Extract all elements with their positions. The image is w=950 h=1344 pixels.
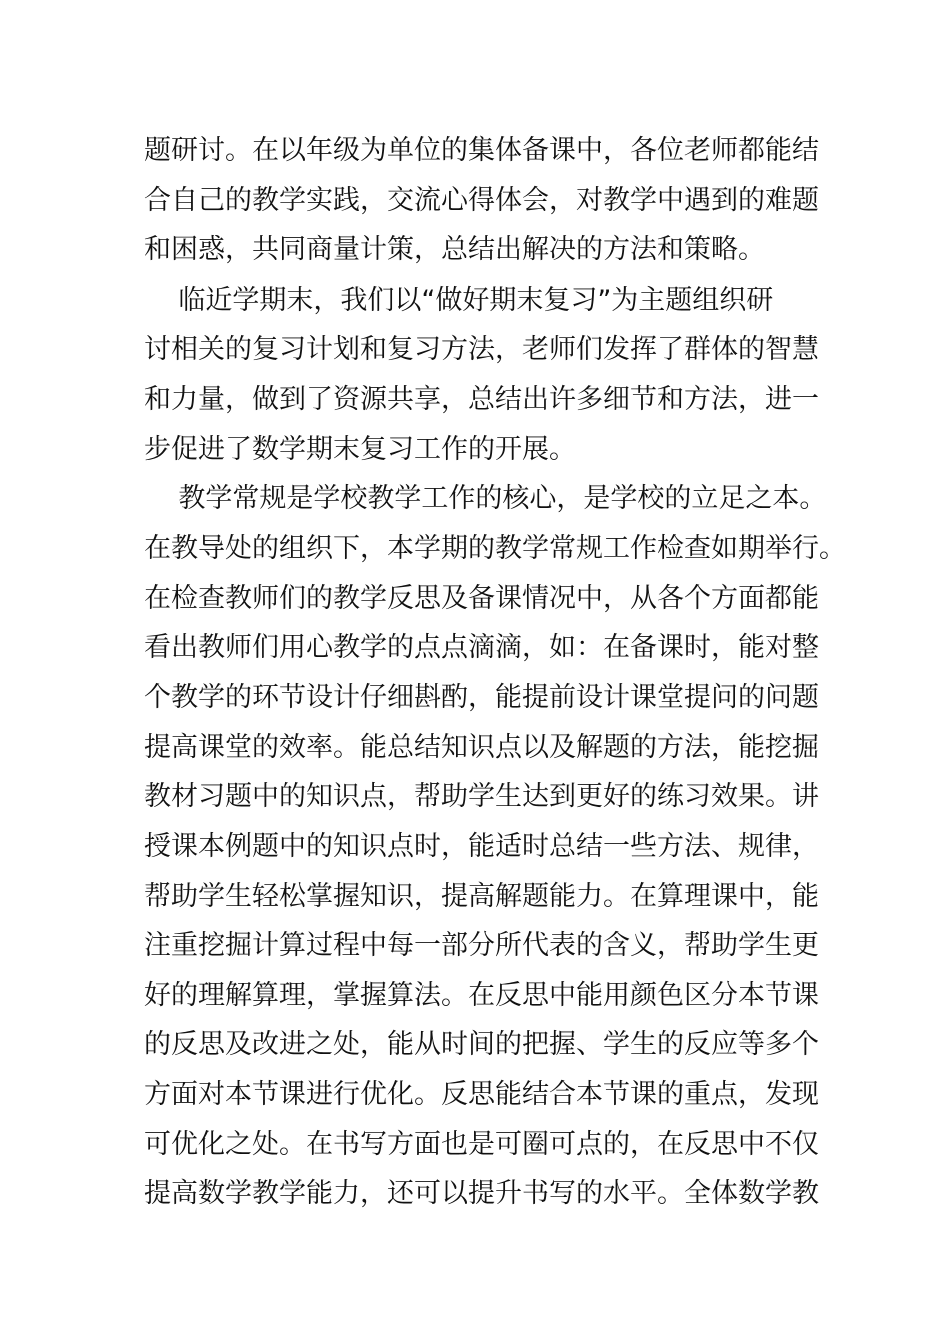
text-line: 看出教师们用心教学的点点滴滴，如：在备课时，能对整 bbox=[144, 632, 819, 663]
text-line: 临近学期末，我们以“做好期末复习”为主题组织研 bbox=[144, 285, 774, 316]
text-line: 合自己的教学实践，交流心得体会，对教学中遇到的难题 bbox=[144, 185, 819, 216]
text-line: 在检查教师们的教学反思及备课情况中，从各个方面都能 bbox=[144, 583, 819, 614]
text-line: 方面对本节课进行优化。反思能结合本节课的重点，发现 bbox=[144, 1079, 819, 1110]
text-line: 可优化之处。在书写方面也是可圈可点的，在反思中不仅 bbox=[144, 1129, 819, 1160]
text-line: 题研讨。在以年级为单位的集体备课中，各位老师都能结 bbox=[144, 135, 819, 166]
text-line: 教材习题中的知识点，帮助学生达到更好的练习效果。讲 bbox=[144, 781, 819, 812]
text-line: 提高课堂的效率。能总结知识点以及解题的方法，能挖掘 bbox=[144, 732, 819, 763]
text-line: 提高数学教学能力，还可以提升书写的水平。全体数学教 bbox=[144, 1178, 819, 1209]
text-line: 步促进了数学期末复习工作的开展。 bbox=[144, 434, 576, 465]
text-line: 的反思及改进之处，能从时间的把握、学生的反应等多个 bbox=[144, 1029, 819, 1060]
text-line: 教学常规是学校教学工作的核心，是学校的立足之本。 bbox=[144, 483, 827, 514]
text-line: 讨相关的复习计划和复习方法，老师们发挥了群体的智慧 bbox=[144, 334, 819, 365]
text-line: 好的理解算理，掌握算法。在反思中能用颜色区分本节课 bbox=[144, 980, 819, 1011]
text-line: 个教学的环节设计仔细斟酌，能提前设计课堂提问的问题 bbox=[144, 682, 819, 713]
text-line: 和困惑，共同商量计策，总结出解决的方法和策略。 bbox=[144, 234, 765, 265]
text-line: 授课本例题中的知识点时，能适时总结一些方法、规律， bbox=[144, 831, 819, 862]
text-line: 注重挖掘计算过程中每一部分所代表的含义，帮助学生更 bbox=[144, 930, 819, 961]
text-line: 在教导处的组织下，本学期的教学常规工作检查如期举行。 bbox=[144, 533, 846, 564]
text-line: 帮助学生轻松掌握知识，提高解题能力。在算理课中，能 bbox=[144, 881, 819, 912]
text-line: 和力量，做到了资源共享，总结出许多细节和方法，进一 bbox=[144, 384, 819, 415]
